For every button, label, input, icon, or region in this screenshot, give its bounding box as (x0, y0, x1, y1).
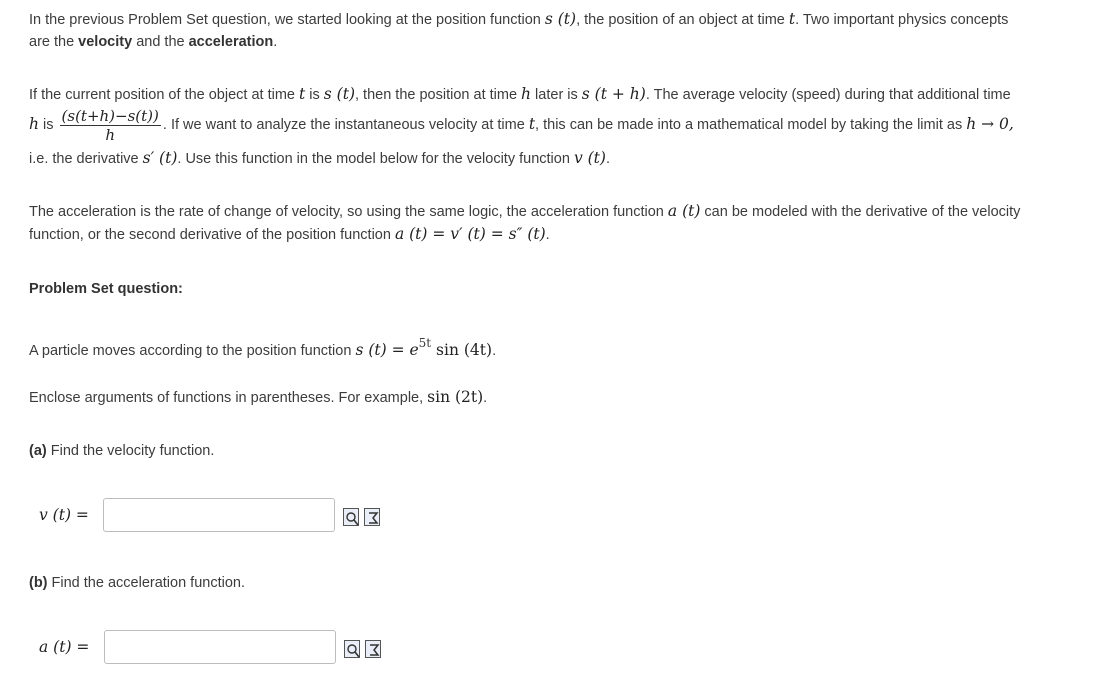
velocity-text-7: . If we want to analyze the instantaneous velocity at time (162, 117, 529, 133)
part-a-text: Find the velocity function. (46, 443, 215, 459)
velocity-text-4: later is (531, 87, 582, 103)
accel-text-1: The acceleration is the rate of change of velocity, so using the same logic, the acceleration function (29, 204, 668, 220)
intro-text-4: are the (29, 34, 79, 50)
velocity-text-11: . (605, 151, 610, 167)
problem-statement (29, 332, 496, 362)
velocity-fraction-line (29, 104, 1089, 145)
problem-end: . (492, 343, 497, 359)
acceleration-answer-label: a (t) = (39, 638, 90, 656)
velocity-term: velocity (78, 34, 133, 50)
math-accel-equation: a (t) = v′ (t) = s″ (t) (394, 225, 546, 243)
velocity-derivative-line (29, 147, 1069, 170)
acceleration-term: acceleration (188, 34, 274, 50)
intro-text-6: . (273, 34, 278, 50)
math-a-t: a (t) (667, 202, 701, 220)
format-hint (29, 386, 487, 409)
part-a-label: (a) (29, 443, 47, 459)
math-h: h (29, 115, 39, 133)
math-v-t: v (t) (573, 149, 606, 167)
velocity-text-9: i.e. the derivative (29, 151, 143, 167)
hint-end: . (483, 390, 488, 406)
velocity-text-8: , this can be made into a mathematical model by taking the limit as (535, 117, 967, 133)
math-s-t-plus-h: s (t + h) (581, 85, 646, 103)
problem-heading (29, 278, 183, 300)
acceleration-paragraph (29, 200, 1079, 246)
preview-icon[interactable] (343, 508, 359, 526)
math-exponent: 5t (418, 336, 432, 350)
math-t: t (299, 85, 306, 103)
math-s-t: s (t) (544, 10, 577, 28)
part-b-prompt (29, 572, 245, 594)
math-example: sin (2t) (427, 388, 484, 406)
problem-text: A particle moves according to the position function (29, 343, 356, 359)
part-b-text: Find the acceleration function. (47, 575, 245, 591)
math-t: t (528, 115, 536, 133)
velocity-text-1: If the current position of the object at time (29, 87, 300, 103)
part-a-prompt (29, 440, 214, 462)
math-h: h (521, 85, 532, 103)
equation-editor-icon[interactable] (364, 508, 380, 526)
math-s-t: s (t) (323, 85, 355, 103)
velocity-text-2: is (305, 87, 324, 103)
fraction-denominator: h (105, 125, 116, 144)
accel-text-2: can be modeled with the derivative of the velocity (700, 204, 1021, 220)
part-b-answer-row (39, 630, 399, 670)
math-position-rhs: sin (4t) (431, 341, 493, 359)
math-s-prime: s′ (t) (142, 149, 178, 167)
intro-paragraph (29, 8, 1069, 53)
accel-text-4: . (545, 227, 550, 243)
equation-editor-icon[interactable] (365, 640, 381, 658)
part-a-answer-row (39, 498, 399, 538)
fraction-numerator: (s(t+h)−s(t)) (61, 106, 159, 125)
math-limit: h → 0, (966, 115, 1014, 133)
velocity-text-3: , then the position at time (355, 87, 522, 103)
accel-text-3: function, or the second derivative of the position function (29, 227, 395, 243)
velocity-text-5: . The average velocity (speed) during that additional time (645, 87, 1011, 103)
part-b-label: (b) (29, 575, 48, 591)
problem-heading-text: Problem Set question: (29, 281, 183, 297)
velocity-answer-input[interactable] (103, 498, 335, 532)
intro-text-5: and the (132, 34, 189, 50)
intro-text-1: In the previous Problem Set question, we started looking at the position function (29, 12, 545, 28)
preview-icon[interactable] (344, 640, 360, 658)
hint-text: Enclose arguments of functions in parentheses. For example, (29, 390, 428, 406)
velocity-text-10: . Use this function in the model below for the velocity function (177, 151, 574, 167)
math-t: t (788, 10, 796, 28)
math-position-lhs: s (t) = e (355, 341, 419, 359)
velocity-paragraph (29, 83, 1079, 106)
intro-text-3: . Two important physics concepts (795, 12, 1009, 28)
velocity-text-6: is (38, 117, 58, 133)
velocity-answer-label: v (t) = (39, 506, 89, 524)
intro-text-2: , the position of an object at time (576, 12, 789, 28)
average-velocity-fraction (60, 107, 161, 144)
acceleration-answer-input[interactable] (104, 630, 336, 664)
